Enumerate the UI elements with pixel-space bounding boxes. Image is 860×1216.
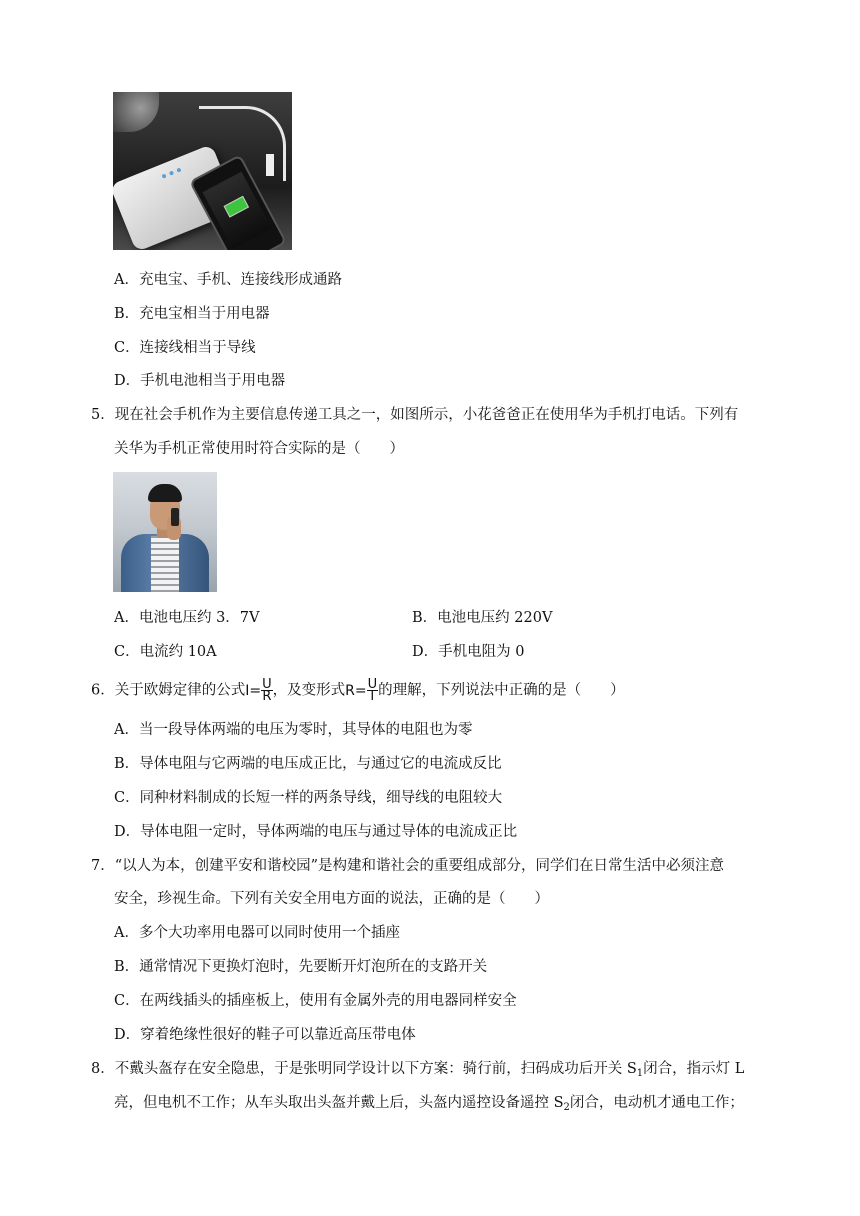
q6-option-d: D．导体电阻一定时，导体两端的电压与通过导体的电流成正比 [114, 824, 518, 840]
resistance-formula [345, 677, 378, 704]
formula-lhs: I= [245, 682, 262, 699]
indicator-dot [161, 174, 166, 179]
hair-shape [148, 484, 182, 502]
fraction-denominator: I [370, 689, 375, 704]
q5-option-a: A．电池电压约 3．7V [114, 610, 260, 626]
q7-stem-line1: 7．“以人为本，创建平安和谐校园”是构建和谐社会的重要组成部分，同学们在日常生活中必须注意 [91, 858, 725, 874]
q5-option-d: D．手机电阻为 0 [412, 644, 525, 660]
q4-option-c: C．连接线相当于导线 [114, 340, 256, 356]
q6-middle: ，及变形式 [272, 682, 346, 699]
q7-option-b: B．通常情况下更换灯泡时，先要断开灯泡所在的支路开关 [114, 959, 488, 975]
q7-stem-line2: 安全，珍视生命。下列有关安全用电方面的说法，正确的是（ ） [114, 891, 549, 907]
powerbank-phone-image [113, 92, 292, 250]
q8-stem-line1 [91, 1059, 744, 1084]
q4-option-b: B．充电宝相当于用电器 [114, 306, 270, 322]
q7-option-d: D．穿着绝缘性很好的鞋子可以靠近高压带电体 [114, 1027, 416, 1043]
indicator-dot [176, 168, 181, 173]
indicator-dot [169, 171, 174, 176]
phone-in-hand [171, 508, 179, 526]
q5-option-b: B．电池电压约 220V [412, 610, 553, 626]
q4-option-a: A．充电宝、手机、连接线形成通路 [114, 272, 342, 288]
q8-text: 8．不戴头盔存在安全隐患，于是张明同学设计以下方案：骑行前，扫码成功后开关 S [91, 1061, 637, 1077]
switch-subscript: 1 [636, 1068, 644, 1079]
battery-icon [224, 196, 250, 218]
q6-option-c: C．同种材料制成的长短一样的两条导线，细导线的电阻较大 [114, 790, 503, 806]
fraction-numerator: U [367, 677, 378, 692]
cable-plug [266, 154, 274, 176]
formula-fraction [367, 679, 379, 702]
q8-stem-line2 [114, 1093, 744, 1118]
cup-shape [113, 92, 159, 132]
shirt-shape [151, 536, 179, 592]
fraction-numerator: U [262, 677, 272, 692]
ohm-formula [245, 677, 272, 704]
q8-text: 亮，但电机不工作；从车头取出头盔并戴上后，头盔内遥控设备遥控 S [114, 1095, 564, 1111]
q7-option-c: C．在两线插头的插座板上，使用有金属外壳的用电器同样安全 [114, 993, 517, 1009]
q5-stem-line1: 5．现在社会手机作为主要信息传递工具之一，如图所示，小花爸爸正在使用华为手机打电话。下列有 [91, 407, 739, 423]
formula-lhs: R= [345, 682, 367, 699]
fraction-denominator: R [262, 689, 272, 704]
q6-option-b: B．导体电阻与它两端的电压成正比，与通过它的电流成反比 [114, 756, 502, 772]
q6-prefix: 6．关于欧姆定律的公式 [91, 682, 246, 699]
q4-option-d: D．手机电池相当于用电器 [114, 373, 286, 389]
q5-stem-line2: 关华为手机正常使用时符合实际的是（ ） [114, 441, 404, 457]
q5-option-c: C．电流约 10A [114, 644, 217, 660]
q6-option-a: A．当一段导体两端的电压为零时，其导体的电阻也为零 [114, 722, 473, 738]
man-calling-image [113, 472, 217, 592]
q7-option-a: A．多个大功率用电器可以同时使用一个插座 [114, 925, 400, 941]
q8-text: 闭合，电动机才通电工作； [569, 1095, 744, 1111]
switch-subscript: 2 [563, 1102, 570, 1113]
phone-screen [203, 172, 272, 249]
formula-fraction [261, 679, 273, 702]
q6-suffix: 的理解，下列说法中正确的是（ ） [378, 682, 625, 699]
q6-stem [91, 679, 625, 702]
q8-text: 闭合，指示灯 L [643, 1061, 745, 1077]
